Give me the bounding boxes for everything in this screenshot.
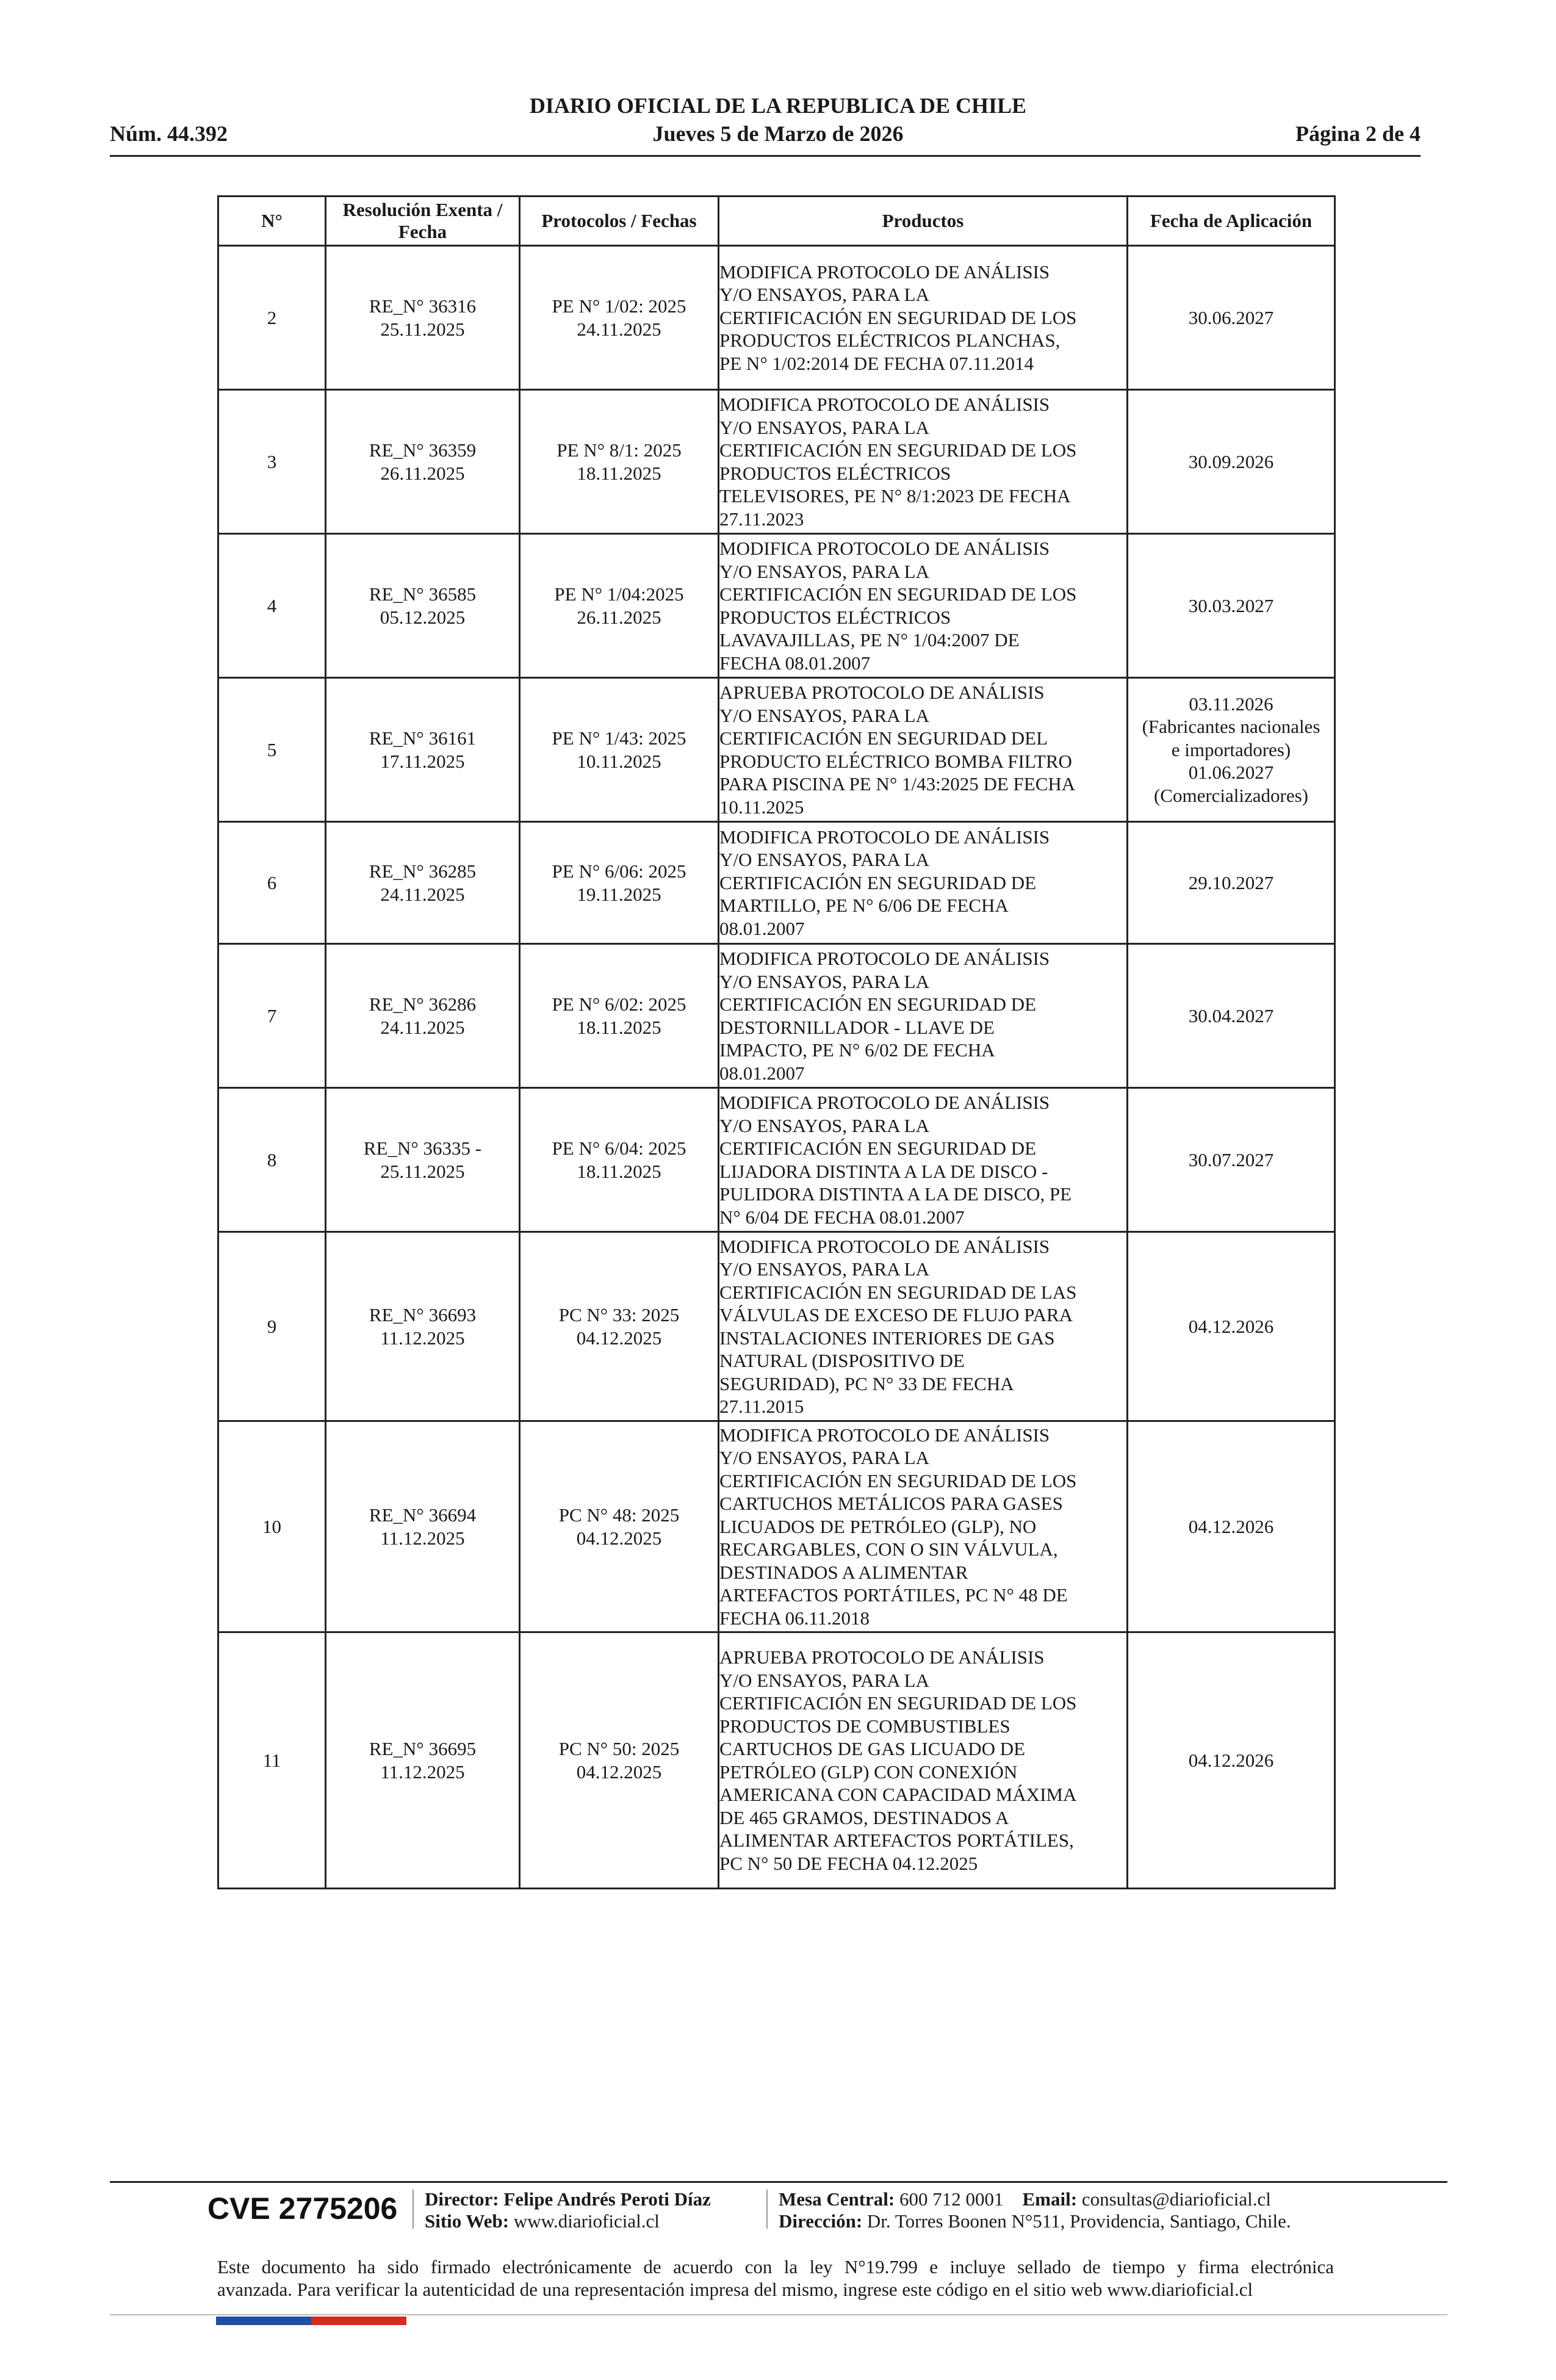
footer-separator bbox=[766, 2190, 768, 2229]
application-date: 30.09.2026 bbox=[1188, 450, 1274, 472]
row-number: 7 bbox=[218, 944, 326, 1088]
column-header-application-date: Fecha de Aplicación bbox=[1128, 197, 1335, 246]
product-cell bbox=[719, 246, 1128, 390]
product-text: MODIFICA PROTOCOLO DE ANÁLISIS Y/O ENSAYOS, PARA LA CERTIFICACIÓN EN SEGURIDAD DE LAS VÁLVULAS DE EXCESO DE FLUJO PARA INSTALACIONES INTERIORES DE GAS NATURAL (DISPOSITIVO DE SEGURIDAD), PC N° 33 DE FECHA 27.11.2015 bbox=[719, 1235, 1077, 1417]
protocol-cell: PE N° 6/06: 2025 19.11.2025 bbox=[520, 822, 719, 944]
email-label: Email: bbox=[1022, 2188, 1078, 2210]
legal-line: Este documento ha sido firmado electrónicamente de acuerdo con la ley N°19.799 e incluye sellado de tiempo y firma electrónica bbox=[217, 2256, 1334, 2277]
page-number: Página 2 de 4 bbox=[1295, 121, 1421, 146]
table-row bbox=[218, 1232, 1335, 1421]
protocol-cell: PE N° 1/02: 2025 24.11.2025 bbox=[520, 246, 719, 390]
resolution-cell: RE_N° 36585 05.12.2025 bbox=[326, 534, 520, 678]
protocol-cell: PC N° 33: 2025 04.12.2025 bbox=[520, 1232, 719, 1421]
application-date: 29.10.2027 bbox=[1188, 871, 1274, 893]
application-date: 04.12.2026 bbox=[1188, 1315, 1274, 1337]
product-text: MODIFICA PROTOCOLO DE ANÁLISIS Y/O ENSAYOS, PARA LA CERTIFICACIÓN EN SEGURIDAD DE LIJADORA DISTINTA A LA DE DISCO - PULIDORA DISTINTA A LA DE DISCO, PE N° 6/04 DE FECHA 08.01.2007 bbox=[719, 1092, 1072, 1228]
product-text: APRUEBA PROTOCOLO DE ANÁLISIS Y/O ENSAYOS, PARA LA CERTIFICACIÓN EN SEGURIDAD DE LOS PRODUCTOS DE COMBUSTIBLES CARTUCHOS DE GAS LICUADO DE PETRÓLEO (GLP) CON CONEXIÓN AMERICANA CON CAPACIDAD MÁXIMA DE 465 GRAMOS, DESTINADOS A ALIMENTAR ARTEFACTOS PORTÁTILES, PC N° 50 DE FECHA 04.12.2025 bbox=[719, 1646, 1077, 1874]
row-number: 6 bbox=[218, 822, 326, 944]
product-cell bbox=[719, 1421, 1128, 1632]
application-date-cell bbox=[1128, 678, 1335, 822]
application-date-cell bbox=[1128, 390, 1335, 534]
resolution-cell: RE_N° 36694 11.12.2025 bbox=[326, 1421, 520, 1632]
table-row bbox=[218, 246, 1335, 390]
application-date-cell bbox=[1128, 1088, 1335, 1232]
resolutions-table bbox=[217, 195, 1336, 1889]
table-row bbox=[218, 1421, 1335, 1632]
director-block bbox=[425, 2188, 711, 2232]
flag-stripe-blue bbox=[216, 2317, 311, 2325]
row-number: 8 bbox=[218, 1088, 326, 1232]
protocol-cell: PE N° 1/43: 2025 10.11.2025 bbox=[520, 678, 719, 822]
header-divider bbox=[110, 155, 1421, 157]
application-date-cell bbox=[1128, 246, 1335, 390]
column-header-number: N° bbox=[218, 197, 326, 246]
product-cell bbox=[719, 390, 1128, 534]
product-text: MODIFICA PROTOCOLO DE ANÁLISIS Y/O ENSAYOS, PARA LA CERTIFICACIÓN EN SEGURIDAD DE LOS PRODUCTOS ELÉCTRICOS TELEVISORES, PE N° 8/1:2023 DE FECHA 27.11.2023 bbox=[719, 394, 1077, 530]
product-cell bbox=[719, 822, 1128, 944]
application-date: 30.06.2027 bbox=[1188, 306, 1274, 328]
resolution-cell: RE_N° 36286 24.11.2025 bbox=[326, 944, 520, 1088]
protocol-cell: PC N° 50: 2025 04.12.2025 bbox=[520, 1632, 719, 1889]
resolution-cell: RE_N° 36161 17.11.2025 bbox=[326, 678, 520, 822]
row-number: 10 bbox=[218, 1421, 326, 1632]
footer-separator bbox=[412, 2190, 414, 2229]
director-label: Director: bbox=[425, 2188, 499, 2210]
product-text: MODIFICA PROTOCOLO DE ANÁLISIS Y/O ENSAYOS, PARA LA CERTIFICACIÓN EN SEGURIDAD DE DESTORNILLADOR - LLAVE DE IMPACTO, PE N° 6/02 DE FECHA 08.01.2007 bbox=[719, 948, 1050, 1084]
application-date-cell bbox=[1128, 944, 1335, 1088]
product-cell bbox=[719, 1232, 1128, 1421]
application-date: 04.12.2026 bbox=[1188, 1515, 1274, 1537]
protocol-cell: PE N° 8/1: 2025 18.11.2025 bbox=[520, 390, 719, 534]
application-date-cell bbox=[1128, 822, 1335, 944]
product-text: MODIFICA PROTOCOLO DE ANÁLISIS Y/O ENSAYOS, PARA LA CERTIFICACIÓN EN SEGURIDAD DE LOS PRODUCTOS ELÉCTRICOS PLANCHAS, PE N° 1/02:2014 DE FECHA 07.11.2014 bbox=[719, 261, 1077, 374]
table-header-row bbox=[218, 197, 1335, 246]
mesa-phone: 600 712 0001 bbox=[899, 2188, 1004, 2210]
product-cell bbox=[719, 1088, 1128, 1232]
table-row bbox=[218, 822, 1335, 944]
protocol-cell: PE N° 6/04: 2025 18.11.2025 bbox=[520, 1088, 719, 1232]
site-label: Sitio Web: bbox=[425, 2210, 510, 2232]
footer-divider bbox=[110, 2181, 1447, 2183]
row-number: 2 bbox=[218, 246, 326, 390]
application-date: 03.11.2026 (Fabricantes nacionales e importadores) 01.06.2027 (Comercializadores) bbox=[1142, 693, 1320, 806]
row-number: 11 bbox=[218, 1632, 326, 1889]
product-text: MODIFICA PROTOCOLO DE ANÁLISIS Y/O ENSAYOS, PARA LA CERTIFICACIÓN EN SEGURIDAD DE LOS PRODUCTOS ELÉCTRICOS LAVAVAJILLAS, PE N° 1/04:2007 DE FECHA 08.01.2007 bbox=[719, 538, 1077, 674]
product-text: MODIFICA PROTOCOLO DE ANÁLISIS Y/O ENSAYOS, PARA LA CERTIFICACIÓN EN SEGURIDAD DE LOS CARTUCHOS METÁLICOS PARA GASES LICUADOS DE PETRÓLEO (GLP), NO RECARGABLES, CON O SIN VÁLVULA, DESTINADOS A ALIMENTAR ARTEFACTOS PORTÁTILES, PC N° 48 DE FECHA 06.11.2018 bbox=[719, 1424, 1077, 1629]
protocol-cell: PE N° 1/04:2025 26.11.2025 bbox=[520, 534, 719, 678]
row-number: 3 bbox=[218, 390, 326, 534]
email-link[interactable]: consultas@diarioficial.cl bbox=[1081, 2188, 1271, 2210]
table-row bbox=[218, 678, 1335, 822]
application-date: 30.07.2027 bbox=[1188, 1149, 1274, 1170]
table-row bbox=[218, 1632, 1335, 1889]
row-number: 9 bbox=[218, 1232, 326, 1421]
protocol-cell: PE N° 6/02: 2025 18.11.2025 bbox=[520, 944, 719, 1088]
product-text: APRUEBA PROTOCOLO DE ANÁLISIS Y/O ENSAYOS, PARA LA CERTIFICACIÓN EN SEGURIDAD DEL PRODUCTO ELÉCTRICO BOMBA FILTRO PARA PISCINA PE N° 1/43:2025 DE FECHA 10.11.2025 bbox=[719, 682, 1076, 818]
table-row bbox=[218, 534, 1335, 678]
application-date-cell bbox=[1128, 1232, 1335, 1421]
application-date-cell bbox=[1128, 1632, 1335, 1889]
contact-block bbox=[779, 2188, 1291, 2232]
column-header-resolution: Resolución Exenta / Fecha bbox=[326, 197, 520, 246]
table-row bbox=[218, 1088, 1335, 1232]
footer-bottom-divider bbox=[110, 2314, 1447, 2315]
site-link[interactable]: www.diarioficial.cl bbox=[513, 2210, 660, 2232]
mesa-label: Mesa Central: bbox=[779, 2188, 895, 2210]
resolution-cell: RE_N° 36359 26.11.2025 bbox=[326, 390, 520, 534]
application-date: 30.03.2027 bbox=[1188, 594, 1274, 616]
application-date: 04.12.2026 bbox=[1188, 1749, 1274, 1771]
resolution-cell: RE_N° 36695 11.12.2025 bbox=[326, 1632, 520, 1889]
address-value: Dr. Torres Boonen N°511, Providencia, Santiago, Chile. bbox=[866, 2210, 1291, 2232]
publication-date: Jueves 5 de Marzo de 2026 bbox=[652, 121, 904, 146]
application-date: 30.04.2027 bbox=[1188, 1004, 1274, 1026]
address-label: Dirección: bbox=[779, 2210, 863, 2232]
resolution-cell: RE_N° 36285 24.11.2025 bbox=[326, 822, 520, 944]
product-cell bbox=[719, 678, 1128, 822]
row-number: 5 bbox=[218, 678, 326, 822]
column-header-protocols: Protocolos / Fechas bbox=[520, 197, 719, 246]
product-cell bbox=[719, 1632, 1128, 1889]
table-row bbox=[218, 944, 1335, 1088]
application-date-cell bbox=[1128, 534, 1335, 678]
product-text: MODIFICA PROTOCOLO DE ANÁLISIS Y/O ENSAYOS, PARA LA CERTIFICACIÓN EN SEGURIDAD DE MARTILLO, PE N° 6/06 DE FECHA 08.01.2007 bbox=[719, 826, 1050, 939]
issue-number: Núm. 44.392 bbox=[110, 121, 228, 146]
flag-stripe-red bbox=[311, 2317, 406, 2325]
application-date-cell bbox=[1128, 1421, 1335, 1632]
table-row bbox=[218, 390, 1335, 534]
row-number: 4 bbox=[218, 534, 326, 678]
resolution-cell: RE_N° 36316 25.11.2025 bbox=[326, 246, 520, 390]
legal-line: avanzada. Para verificar la autenticidad de una representación impresa del mismo, ingrese este código en el sitio web www.diarioficial.cl bbox=[217, 2279, 1253, 2300]
legal-notice bbox=[217, 2256, 1334, 2301]
protocol-cell: PC N° 48: 2025 04.12.2025 bbox=[520, 1421, 719, 1632]
resolution-cell: RE_N° 36693 11.12.2025 bbox=[326, 1232, 520, 1421]
director-name: Felipe Andrés Peroti Díaz bbox=[503, 2188, 711, 2210]
product-cell bbox=[719, 944, 1128, 1088]
publication-title: DIARIO OFICIAL DE LA REPUBLICA DE CHILE bbox=[529, 93, 1027, 118]
product-cell bbox=[719, 534, 1128, 678]
column-header-products: Productos bbox=[719, 197, 1128, 246]
cve-code: CVE 2775206 bbox=[207, 2191, 398, 2226]
resolution-cell: RE_N° 36335 - 25.11.2025 bbox=[326, 1088, 520, 1232]
